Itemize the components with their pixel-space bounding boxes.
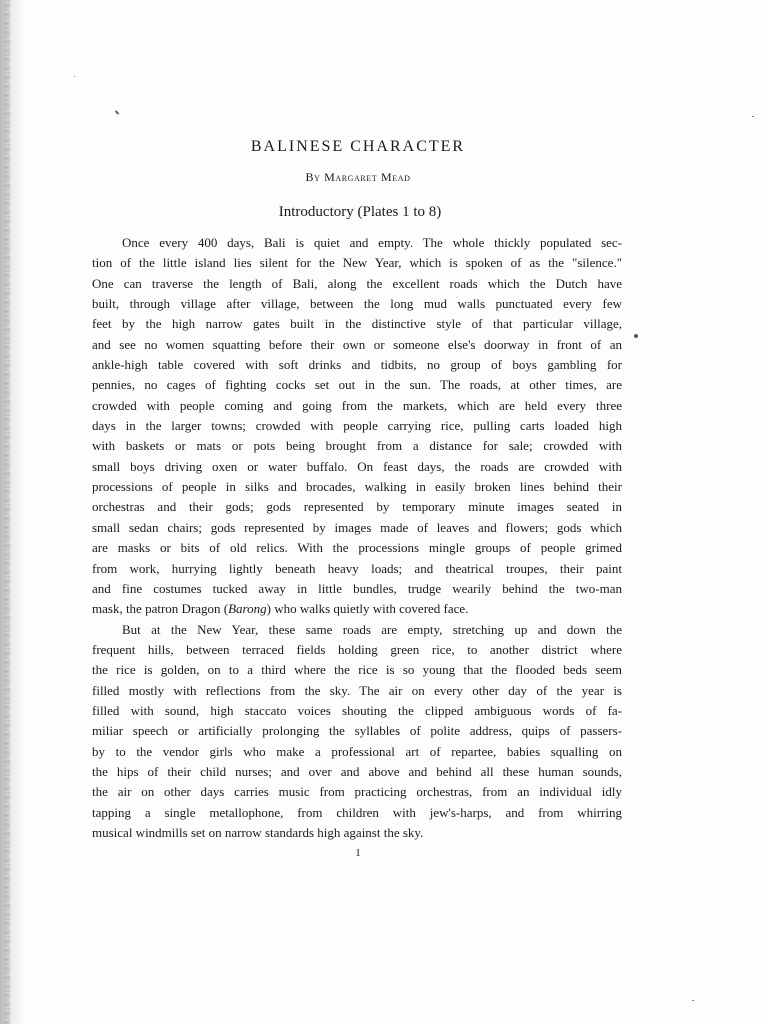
paragraph-1 <box>92 233 622 620</box>
scan-speck <box>115 110 120 115</box>
text-line: pennies, no cages of fighting cocks set out in the sun. The roads, at other times, are <box>92 377 622 393</box>
text-line: Once every 400 days, Bali is quiet and empty. The whole thickly populated sec- <box>122 235 622 250</box>
text-line: tapping a single metallophone, from children with jew's-harps, and from whirring <box>92 804 622 820</box>
text-line: the rice is golden, on to a third where the rice is so young that the flooded beds seem <box>92 662 622 678</box>
page-number: 1 <box>355 847 361 859</box>
paragraph-2 <box>92 620 622 844</box>
text-line: feet by the high narrow gates built in the distinctive style of that particular village, <box>92 316 622 332</box>
text-line: small boys driving oxen or water buffalo. On feast days, the roads are crowded with <box>92 458 622 474</box>
text-fragment: mask, the patron Dragon ( <box>92 601 229 617</box>
text-line: days in the larger towns; crowded with people carrying rice, pulling carts loaded high <box>92 418 622 434</box>
text-line: built, through village after village, between the long mud walls punctuated every few <box>92 296 622 312</box>
text-fragment: ) who walks quietly with covered face. <box>266 601 469 617</box>
italic-term: Barong <box>228 601 267 617</box>
text-line: ankle-high table covered with soft drinks and tidbits, no group of boys gambling for <box>92 357 622 373</box>
text-line-last <box>92 599 622 619</box>
scan-speck <box>752 116 754 117</box>
body-text <box>92 233 622 843</box>
section-heading: Introductory (Plates 1 to 8) <box>278 204 442 220</box>
text-line: from work, hurrying lightly beneath heavy loads; and theatrical troupes, their paint <box>92 560 622 576</box>
text-line: orchestras and their gods; gods represented by temporary minute images seated in <box>92 499 622 515</box>
text-line: the hips of their child nurses; and over and above and behind all these human sounds, <box>92 763 622 779</box>
text-line: and see no women squatting before their own or someone else's doorway in front of an <box>92 336 622 352</box>
chapter-title: BALINESE CHARACTER <box>250 138 466 155</box>
text-line: filled with sound, high staccato voices shouting the clipped ambiguous words of fa- <box>92 702 622 718</box>
author-byline: By Margaret Mead <box>305 170 411 184</box>
text-line: by to the vendor girls who make a professional art of repartee, babies squalling on <box>92 743 622 759</box>
text-line: the air on other days carries music from practicing orchestras, from an individual idly <box>92 784 622 800</box>
text-line: One can traverse the length of Bali, along the excellent roads which the Dutch have <box>92 275 622 291</box>
text-line: are masks or bits of old relics. With the processions mingle groups of people grimed <box>92 540 622 556</box>
text-line: small sedan chairs; gods represented by images made of leaves and flowers; gods which <box>92 519 622 535</box>
text-line: and fine costumes tucked away in little bundles, trudge wearily behind the two-man <box>92 580 622 596</box>
text-line: miliar speech or artificially prolonging the syllables of polite address, quips of passers- <box>92 723 622 739</box>
text-line: frequent hills, between terraced fields holding green rice, to another district where <box>92 641 622 657</box>
text-line: with baskets or mats or pots being brought from a distance for sale; crowded with <box>92 438 622 454</box>
scan-speck <box>634 334 638 338</box>
text-line: But at the New Year, these same roads are empty, stretching up and down the <box>122 621 622 637</box>
scan-speck <box>692 1000 694 1001</box>
text-line: musical windmills set on narrow standards high against the sky. <box>92 824 424 840</box>
text-line: filled mostly with reflections from the sky. The air on every other day of the year is <box>92 682 622 698</box>
text-line: tion of the little island lies silent for the New Year, which is spoken of as the "silence." <box>92 255 622 271</box>
text-line: processions of people in silks and brocades, walking in easily broken lines behind their <box>92 479 622 495</box>
scan-speck <box>74 76 75 77</box>
text-line: crowded with people coming and going from the markets, which are held every three <box>92 397 622 413</box>
